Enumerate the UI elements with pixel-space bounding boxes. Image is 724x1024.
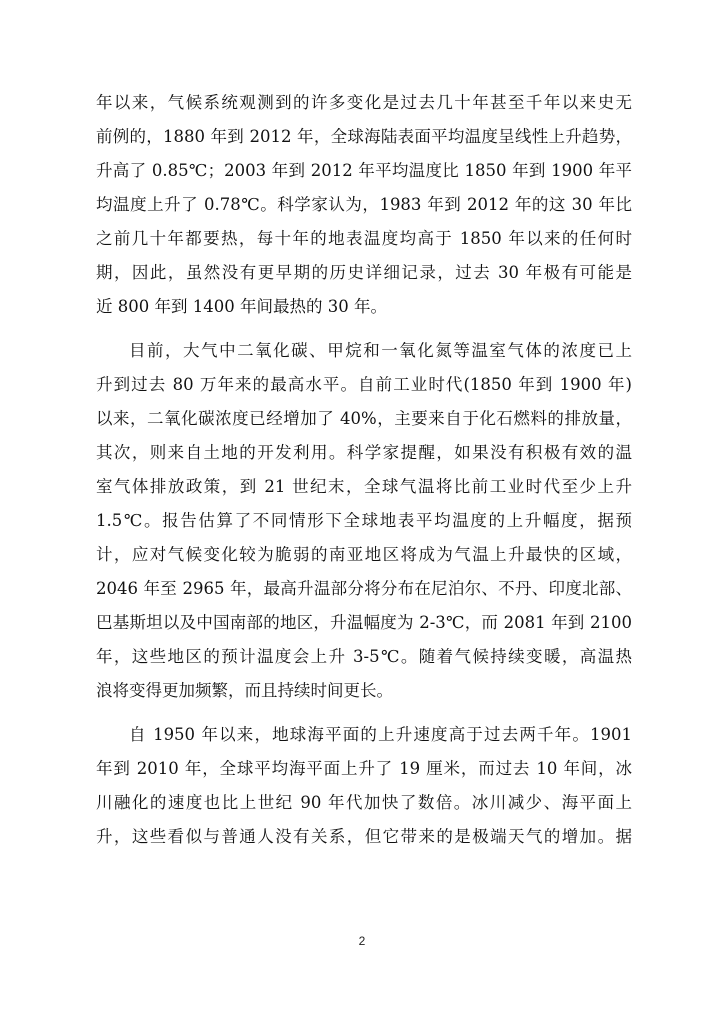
text-line: 浪将变得更加频繁，而且持续时间更长。	[96, 681, 393, 700]
text-line: 近 800 年到 1400 年间最热的 30 年。	[96, 297, 387, 316]
page-number: 2	[358, 934, 366, 948]
text-line: 年以来，气候系统观测到的许多变化是过去几十年甚至千年以来史无	[96, 93, 632, 112]
text-line: 年，这些地区的预计温度会上升 3-5℃。随着气候持续变暖，高温热	[96, 647, 632, 666]
text-line: 巴基斯坦以及中国南部的地区，升温幅度为 2-3℃，而 2081 年到 2100	[96, 613, 632, 632]
text-line: 2046 年至 2965 年，最高升温部分将分布在尼泊尔、不丹、印度北部、	[96, 579, 632, 598]
text-line: 以来，二氧化碳浓度已经增加了 40%，主要来自于化石燃料的排放量，	[96, 409, 632, 428]
text-line: 均温度上升了 0.78℃。科学家认为，1983 年到 2012 年的这 30 年比	[96, 195, 632, 214]
text-line: 自 1950 年以来，地球海平面的上升速度高于过去两千年。1901	[129, 725, 632, 744]
text-line: 升，这些看似与普通人没有关系，但它带来的是极端天气的增加。据	[96, 827, 632, 846]
text-line: 室气体排放政策，到 21 世纪末，全球气温将比前工业时代至少上升	[96, 477, 632, 496]
text-line: 前例的，1880 年到 2012 年，全球海陆表面平均温度呈线性上升趋势，	[96, 127, 632, 146]
body-text	[96, 86, 632, 864]
paragraph-3	[96, 718, 632, 854]
text-line: 计，应对气候变化较为脆弱的南亚地区将成为气温上升最快的区域，	[96, 545, 632, 564]
text-line: 其次，则来自土地的开发利用。科学家提醒，如果没有积极有效的温	[96, 443, 632, 462]
text-line: 期，因此，虽然没有更早期的历史详细记录，过去 30 年极有可能是	[96, 263, 632, 282]
paragraph-1	[96, 86, 632, 324]
text-line: 川融化的速度也比上世纪 90 年代加快了数倍。冰川减少、海平面上	[96, 793, 632, 812]
text-line: 目前，大气中二氧化碳、甲烷和一氧化氮等温室气体的浓度已上	[129, 341, 632, 360]
text-line: 升到过去 80 万年来的最高水平。自前工业时代(1850 年到 1900 年)	[96, 375, 632, 394]
text-line: 年到 2010 年，全球平均海平面上升了 19 厘米，而过去 10 年间，冰	[96, 759, 632, 778]
text-line: 1.5℃。报告估算了不同情形下全球地表平均温度的上升幅度，据预	[96, 511, 632, 530]
paragraph-2	[96, 334, 632, 708]
text-line: 升高了 0.85℃；2003 年到 2012 年平均温度比 1850 年到 1900 年平	[96, 161, 632, 180]
text-line: 之前几十年都要热，每十年的地表温度均高于 1850 年以来的任何时	[96, 229, 632, 248]
